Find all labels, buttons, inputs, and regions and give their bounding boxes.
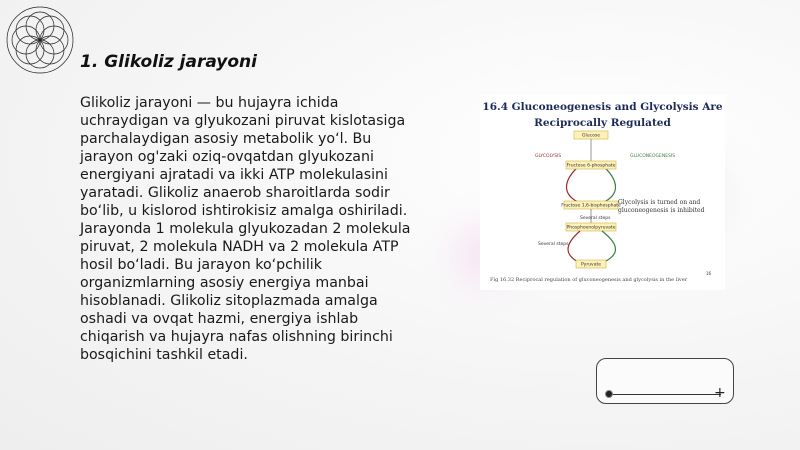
slide-title: 1. Glikoliz jarayoni: [80, 52, 257, 72]
arrow-glycolysis: [568, 231, 580, 263]
glycolysis-figure: [480, 95, 725, 290]
arrow-glycolysis: [567, 165, 581, 203]
page-number: 16: [706, 271, 712, 276]
figure-title-line2: Reciprocally Regulated: [534, 117, 671, 129]
f6p-label: Fructose 6-phosphate: [566, 163, 616, 169]
figure-note: Glycolysis is turned on and gluconeogenesis is inhibited: [618, 199, 705, 214]
glycolysis-header: GLYCOLYSIS: [535, 154, 562, 159]
media-progress-handle[interactable]: [605, 390, 613, 398]
several-steps-2: Several steps: [538, 242, 569, 247]
arrow-gluconeogenesis: [602, 231, 616, 263]
figure-title-line1: 16.4 Gluconeogenesis and Glycolysis Are: [482, 101, 723, 113]
figure-caption: Fig 16.32 Reciprocal regulation of gluconeogenesis and glycolysis in the liver: [490, 277, 688, 283]
several-steps-1: Several steps: [580, 216, 611, 221]
pep-label: Phosphoenolpyruvate: [566, 225, 616, 231]
plus-icon[interactable]: +: [714, 385, 726, 401]
media-progress-track[interactable]: [609, 394, 721, 395]
gluconeogenesis-header: GLUCONEOGENESIS: [630, 154, 676, 159]
slide-body-text: Glikoliz jarayoni — bu hujayra ichida uchraydigan va glyukozani piruvat kislotasiga parchalaydigan asosiy metabolik yo‘l. Bu jarayon og'zaki oziq-ovqatdan glyukozani energiyani ajratadi va ikki ATP molekulasini yaratadi. Glikoliz anaerob sharoitlarda sodir bo‘lib, u kislorod ishtirokisiz amalga oshiriladi. Jarayonda 1 molekula glyukozadan 2 molekula piruvat, 2 molekula NADH va 2 molekula ATP hosil bo‘ladi. Bu jarayon ko‘pchilik organizmlarning asosiy energiya manbai hisoblanadi. Glikoliz sitoplazmada amalga oshadi va ovqat hazmi, energiya ishlab chiqarish va hujayra nafas olishning birinchi bosqichini tashkil etadi.: [80, 95, 411, 363]
circular-knot-logo-icon: [4, 4, 76, 76]
glucose-label: Glucose: [582, 133, 600, 139]
pyruvate-label: Pyruvate: [580, 262, 602, 268]
media-controls: [596, 358, 734, 404]
pathway-diagram: [480, 95, 725, 290]
arrow-gluconeogenesis: [602, 165, 616, 203]
f16bp-label: Fructose 1,6-bisphosphate: [561, 203, 621, 209]
